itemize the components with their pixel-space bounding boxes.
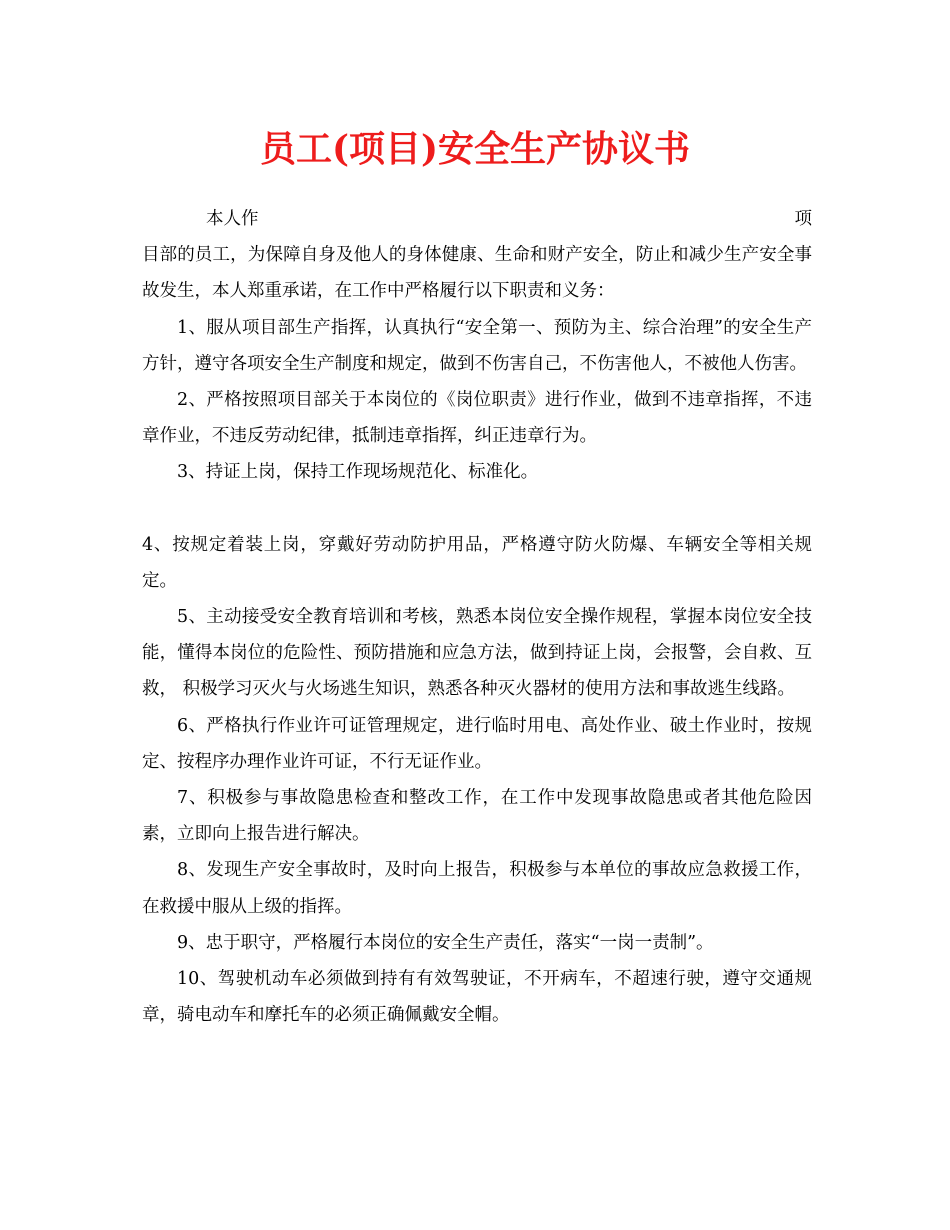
clause-7: 7、积极参与事故隐患检查和整改工作，在工作中发现事故隐患或者其他危险因素，立即向上报告进行解决。 bbox=[142, 788, 812, 845]
clause-2: 2、严格按照项目部关于本岗位的《岗位职责》进行作业，做到不违章指挥，不违章作业，不违反劳动纪律，抵制违章指挥，纠正违章行为。 bbox=[142, 390, 812, 447]
intro-paragraph: 目部的员工，为保障自身及他人的身体健康、生命和财产安全，防止和减少生产安全事故发生，本人郑重承诺，在工作中严格履行以下职责和义务： bbox=[142, 245, 812, 302]
clause-5: 5、主动接受安全教育培训和考核，熟悉本岗位安全操作规程，掌握本岗位安全技能，懂得本岗位的危险性、预防措施和应急方法，做到持证上岗，会报警，会自救、互救， 积极学习灭火与火场逃生知识，熟悉各种灭火器材的使用方法和事故逃生线路。 bbox=[142, 607, 812, 700]
clause-10: 10、驾驶机动车必须做到持有有效驾驶证，不开病车，不超速行驶，遵守交通规章，骑电动车和摩托车的必须正确佩戴安全帽。 bbox=[142, 969, 812, 1026]
clause-1: 1、服从项目部生产指挥，认真执行“安全第一、预防为主、综合治理”的安全生产方针，遵守各项安全生产制度和规定，做到不伤害自己，不伤害他人，不被他人伤害。 bbox=[142, 317, 812, 374]
document-title: 员工(项目)安全生产协议书 bbox=[259, 128, 691, 170]
clause-6: 6、严格执行作业许可证管理规定，进行临时用电、高处作业、破土作业时，按规定、按程序办理作业许可证，不行无证作业。 bbox=[142, 715, 812, 772]
intro-first-line bbox=[142, 201, 812, 237]
paragraph-gap bbox=[142, 491, 812, 527]
clause-3: 3、持证上岗，保持工作现场规范化、标准化。 bbox=[177, 462, 539, 483]
intro-line-right: 项 bbox=[794, 209, 812, 229]
clause-4: 4、按规定着装上岗，穿戴好劳动防护用品，严格遵守防火防爆、车辆安全等相关规定。 bbox=[142, 534, 812, 591]
document-body bbox=[142, 201, 812, 1033]
clause-8: 8、发现生产安全事故时，及时向上报告，积极参与本单位的事故应急救援工作，在救援中服从上级的指挥。 bbox=[142, 860, 812, 917]
intro-line-left: 本人作 bbox=[206, 209, 259, 229]
clause-9: 9、忠于职守，严格履行本岗位的安全生产责任，落实“一岗一责制”。 bbox=[177, 932, 714, 953]
